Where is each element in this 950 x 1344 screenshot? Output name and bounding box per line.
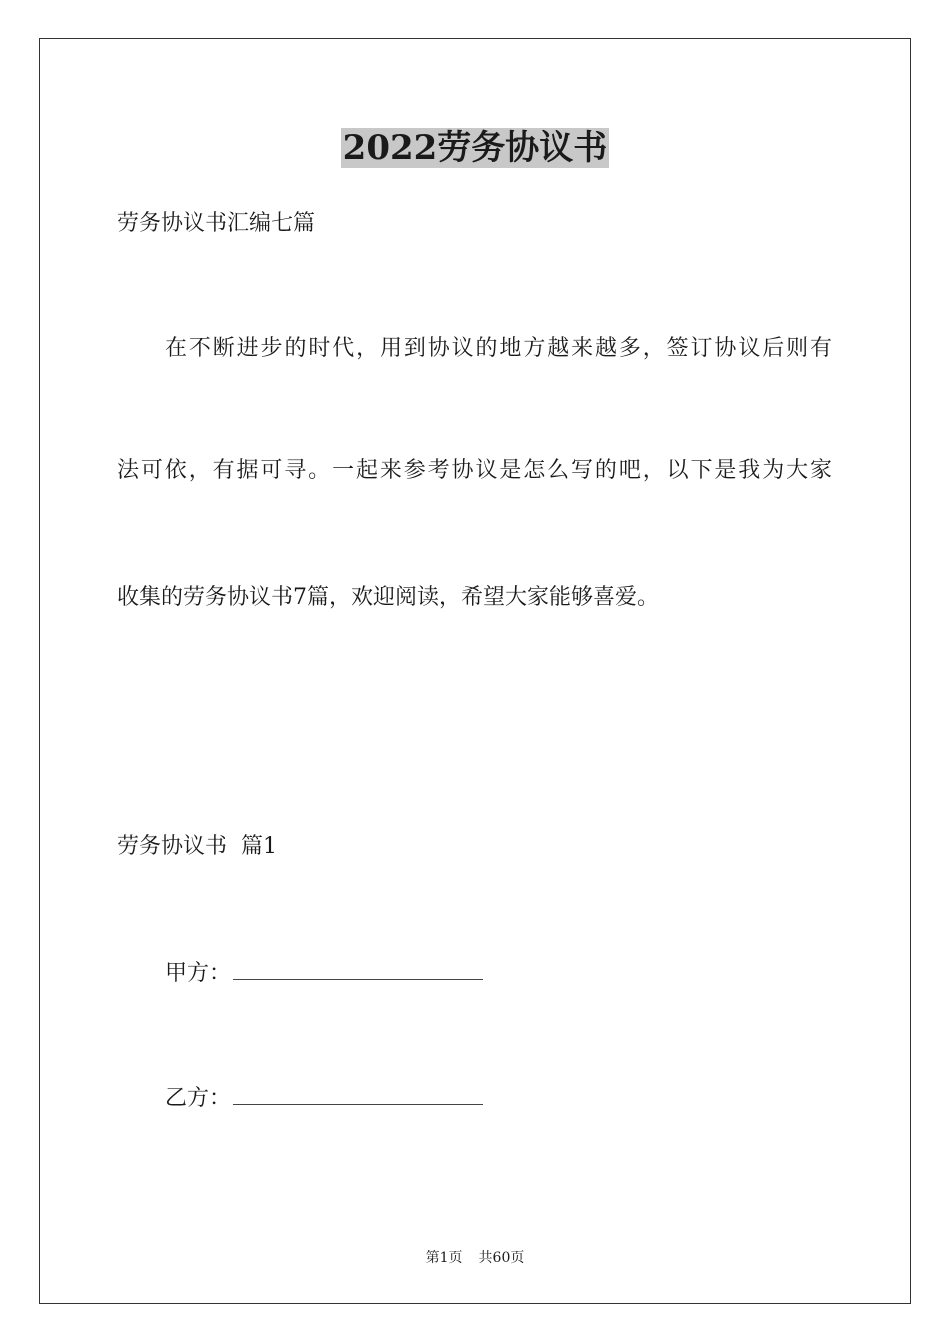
intro-line-2: 法可依，有据可寻。一起来参考协议是怎么写的吧，以下是我为大家 — [117, 458, 832, 483]
intro-line-3: 收集的劳务协议书7篇，欢迎阅读，希望大家能够喜爱。 — [117, 585, 659, 610]
party-a-blank-field[interactable] — [233, 957, 483, 980]
document-subtitle: 劳务协议书汇编七篇 — [117, 211, 316, 236]
party-a-row — [165, 957, 483, 989]
party-b-blank-field[interactable] — [233, 1082, 483, 1105]
page-footer — [0, 1248, 950, 1268]
page-number-current: 第1页 — [425, 1250, 463, 1266]
document-title-text: 2022劳务协议书 — [342, 128, 608, 168]
section-heading: 劳务协议书 篇1 — [117, 834, 277, 859]
page-number-total: 共60页 — [478, 1250, 525, 1266]
document-title — [0, 126, 950, 170]
party-a-label: 甲方： — [165, 961, 232, 986]
party-b-row — [165, 1082, 483, 1114]
party-b-label: 乙方： — [165, 1086, 232, 1111]
intro-line-1: 在不断进步的时代，用到协议的地方越来越多，签订协议后则有 — [165, 336, 832, 361]
